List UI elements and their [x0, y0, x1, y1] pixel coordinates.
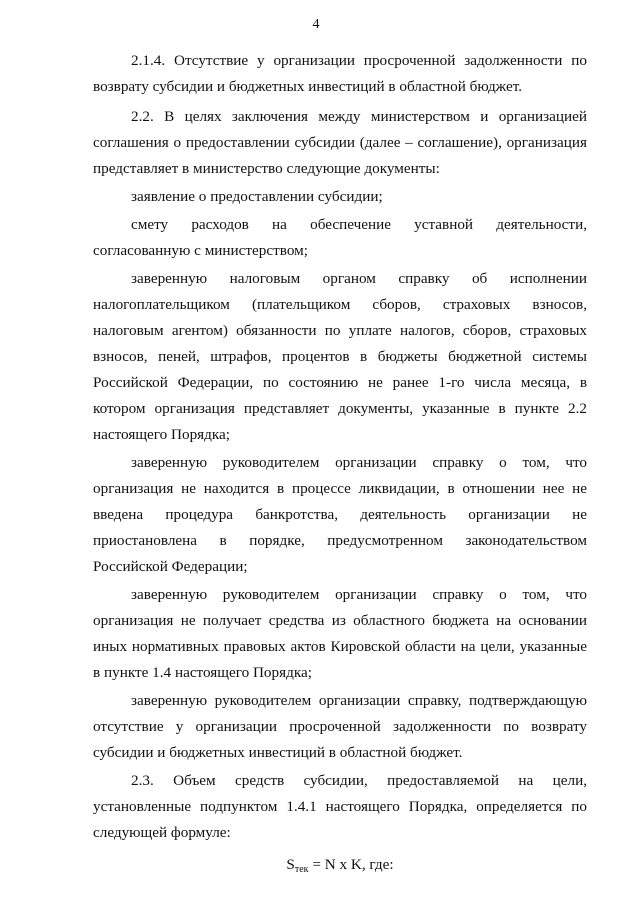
list-item-tax-certificate: заверенную налоговым органом справку об исполнении налогоплательщиком (плательщиком сборов, страховых взносов, налоговым агентом) обязанности по уплате налогов, сборов, страховых взносов, пеней, штрафов, процентов в бюджеты бюджетной системы Российской Федерации, по состоянию не ранее 1-го числа месяца, в котором организация представляет документы, указанные в пункте 2.2 настоящего Порядка; — [93, 270, 587, 443]
paragraph-2-1-4: 2.1.4. Отсутствие у организации просроченной задолженности по возврату субсидии и бюджетных инвестиций в областной бюджет. — [93, 52, 587, 95]
list-item-funding-certificate: заверенную руководителем организации справку о том, что организация не получает средства из областного бюджета на основании иных нормативных правовых актов Кировской области на цели, указанные в пункте 1.4 настоящего Порядка; — [93, 586, 587, 681]
paragraph-2-2: 2.2. В целях заключения между министерством и организацией соглашения о предоставлении субсидии (далее – соглашение), организация представляет в министерство следующие документы: — [93, 108, 587, 177]
list-item-liquidation-certificate: заверенную руководителем организации справку о том, что организация не находится в процессе ликвидации, в отношении нее не введена процедура банкротства, деятельность организации не приостановлена в порядке, предусмотренном законодательством Российской Федерации; — [93, 454, 587, 575]
document-body — [93, 48, 587, 883]
formula-lhs-base: S — [286, 856, 295, 873]
paragraph-2-3: 2.3. Объем средств субсидии, предоставляемой на цели, установленные подпунктом 1.4.1 настоящего Порядка, определяется по следующей формуле: — [93, 772, 587, 841]
formula-lhs-subscript: тек — [294, 864, 309, 875]
formula-rhs: = N x K, где: — [308, 856, 394, 873]
list-item-expense-estimate: смету расходов на обеспечение уставной деятельности, согласованную с министерством; — [93, 216, 587, 259]
list-item-application: заявление о предоставлении субсидии; — [131, 188, 383, 205]
page-number: 4 — [312, 17, 320, 32]
subsidy-formula — [93, 852, 587, 883]
list-item-debt-certificate: заверенную руководителем организации справку, подтверждающую отсутствие у организации просроченной задолженности по возврату субсидии и бюджетных инвестиций в областной бюджет. — [93, 692, 587, 761]
